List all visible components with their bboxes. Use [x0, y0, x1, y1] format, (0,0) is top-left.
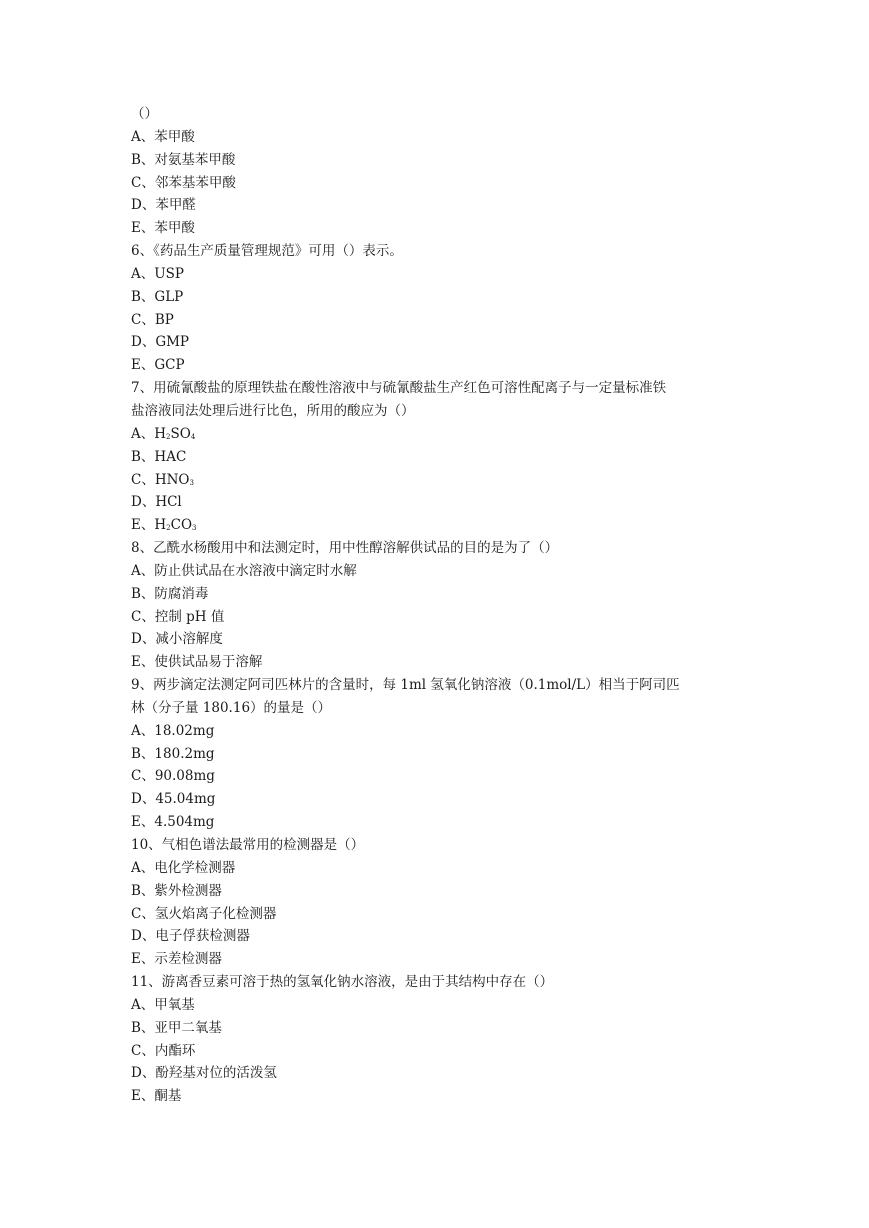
q6-option-d: D、GMP — [131, 334, 190, 351]
q7-option-a — [131, 423, 771, 446]
q7-option-a-mid: SO — [170, 425, 191, 442]
q8-option-d: D、减小溶解度 — [131, 631, 223, 648]
q10-option-e: E、示差检测器 — [131, 951, 222, 968]
q11-option-a: A、甲氧基 — [131, 996, 195, 1013]
q6-option-b: B、GLP — [131, 288, 184, 305]
q7-option-a-sub1: 2 — [166, 432, 171, 441]
q7-option-e-sub1: 2 — [166, 524, 171, 533]
q7-option-a-prefix: A、H — [131, 425, 167, 442]
q7-stem-line2: 盐溶液同法处理后进行比色，所用的酸应为（） — [131, 402, 415, 419]
q10-option-d: D、电子俘获检测器 — [131, 928, 250, 945]
q7-option-e-prefix: E、H — [131, 517, 167, 534]
exam-page — [131, 103, 771, 1108]
q9-option-e: E、4.504mg — [131, 814, 215, 831]
q10-option-b: B、紫外检测器 — [131, 882, 222, 899]
q7-stem-line1: 7、用硫氰酸盐的原理铁盐在酸性溶液中与硫氰酸盐生产红色可溶性配离子与一定量标准铁 — [131, 380, 667, 397]
q5-option-b: B、对氨基苯甲酸 — [131, 151, 236, 168]
q9-option-c: C、90.08mg — [131, 768, 215, 785]
q11-stem: 11、游离香豆素可溶于热的氢氧化钠水溶液，是由于其结构中存在（） — [131, 974, 554, 991]
q7-option-e-sub2: 3 — [192, 524, 197, 533]
q6-option-a: A、USP — [131, 265, 184, 282]
q11-option-b: B、亚甲二氧基 — [131, 1019, 222, 1036]
q9-stem-line2: 林（分子量 180.16）的量是（） — [131, 699, 332, 716]
q11-option-d: D、酚羟基对位的活泼氢 — [131, 1065, 277, 1082]
q7-option-c-sub1: 3 — [189, 478, 194, 487]
q7-option-e — [131, 514, 771, 537]
q11-option-e: E、酮基 — [131, 1088, 182, 1105]
q7-option-b: B、HAC — [131, 448, 187, 465]
q5-option-e: E、苯甲酸 — [131, 220, 195, 237]
q7-option-a-sub2: 4 — [190, 432, 196, 441]
q5-option-c: C、邻苯基苯甲酸 — [131, 174, 236, 191]
q9-option-d: D、45.04mg — [131, 791, 216, 808]
q6-option-e: E、GCP — [131, 357, 185, 374]
q6-option-c: C、BP — [131, 311, 174, 328]
q7-option-e-mid: CO — [170, 517, 193, 534]
q8-option-c: C、控制 pH 值 — [131, 608, 225, 625]
q5-option-a: A、苯甲酸 — [131, 128, 195, 145]
q9-option-b: B、180.2mg — [131, 745, 215, 762]
q5-option-d: D、苯甲醛 — [131, 197, 196, 214]
q8-option-e: E、使供试品易于溶解 — [131, 654, 263, 671]
q7-option-c — [131, 469, 771, 492]
q10-option-a: A、电化学检测器 — [131, 859, 236, 876]
q9-option-a: A、18.02mg — [131, 722, 215, 739]
q9-stem-line1: 9、两步滴定法测定阿司匹林片的含量时，每 1ml 氢氧化钠溶液（0.1mol/L）相当于阿司匹 — [131, 677, 680, 694]
q7-option-d: D、HCl — [131, 494, 182, 511]
q8-option-b: B、防腐消毒 — [131, 585, 209, 602]
q10-option-c: C、氢火焰离子化检测器 — [131, 905, 277, 922]
q7-option-c-prefix: C、HNO — [131, 471, 190, 488]
q11-option-c: C、内酯环 — [131, 1042, 196, 1059]
q8-stem: 8、乙酰水杨酸用中和法测定时，用中性醇溶解供试品的目的是为了（） — [131, 540, 559, 557]
q5-stem-tail: （） — [131, 106, 158, 122]
q6-stem: 6、《药品生产质量管理规范》可用（）表示。 — [131, 243, 403, 260]
q10-stem: 10、气相色谱法最常用的检测器是（） — [131, 837, 365, 853]
q8-option-a: A、防止供试品在水溶液中滴定时水解 — [131, 562, 357, 579]
